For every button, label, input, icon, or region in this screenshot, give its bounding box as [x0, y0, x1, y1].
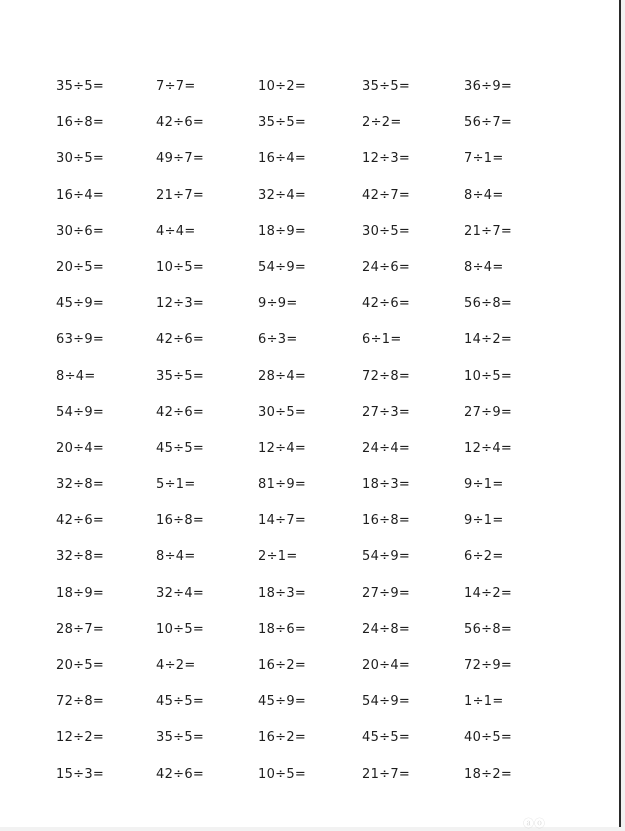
- problem-cell: 12÷3=: [156, 296, 205, 312]
- problem-cell: 9÷1=: [464, 477, 504, 493]
- problem-cell: 56÷8=: [464, 296, 513, 312]
- problem-cell: 6÷2=: [464, 549, 504, 565]
- problem-row-11: [56, 435, 576, 471]
- problem-cell: 24÷4=: [362, 440, 411, 456]
- problem-cell: 20÷4=: [56, 440, 105, 456]
- problem-cell: 14÷7=: [258, 513, 307, 529]
- problem-cell: 54÷9=: [362, 694, 411, 710]
- problem-cell: 4÷2=: [156, 658, 196, 673]
- problem-row-20: [56, 761, 576, 797]
- problem-cell: 27÷9=: [464, 404, 513, 420]
- problem-cell: 16÷2=: [258, 658, 307, 673]
- problem-cell: 10÷5=: [464, 368, 513, 384]
- problem-cell: 12÷4=: [464, 440, 513, 456]
- problem-cell: 42÷7=: [362, 187, 411, 203]
- problem-cell: 35÷5=: [156, 730, 205, 746]
- problem-cell: 24÷8=: [362, 621, 411, 637]
- problem-row-19: [56, 724, 576, 760]
- problem-row-2: [56, 109, 576, 145]
- problem-cell: 42÷6=: [362, 296, 411, 312]
- problem-cell: 10÷2=: [258, 79, 307, 94]
- problem-cell: 5÷1=: [156, 477, 196, 493]
- problem-cell: 35÷5=: [56, 79, 105, 94]
- problem-cell: 8÷4=: [464, 259, 504, 275]
- problem-row-4: [56, 182, 576, 218]
- problem-cell: 30÷5=: [362, 223, 411, 239]
- problem-cell: 36÷9=: [464, 79, 513, 94]
- problem-cell: 28÷7=: [56, 621, 105, 637]
- problem-cell: 45÷9=: [258, 694, 307, 710]
- problem-cell: 18÷6=: [258, 621, 307, 637]
- problem-cell: 27÷9=: [362, 585, 411, 601]
- problem-cell: 9÷9=: [258, 296, 298, 312]
- problem-cell: 42÷6=: [156, 332, 205, 348]
- problem-row-17: [56, 652, 576, 688]
- problem-row-16: [56, 616, 576, 652]
- problem-cell: 18÷3=: [362, 477, 411, 493]
- problem-cell: 18÷3=: [258, 585, 307, 601]
- problem-cell: 32÷4=: [258, 187, 307, 203]
- problem-cell: 10÷5=: [258, 766, 307, 782]
- problem-cell: 6÷1=: [362, 332, 402, 348]
- problem-cell: 21÷7=: [362, 766, 411, 782]
- problem-row-7: [56, 290, 576, 326]
- problem-cell: 21÷7=: [156, 187, 205, 203]
- problem-cell: 12÷2=: [56, 730, 105, 746]
- problem-cell: 14÷2=: [464, 332, 513, 348]
- problem-cell: 16÷8=: [56, 115, 105, 131]
- problem-row-18: [56, 688, 576, 724]
- problem-cell: 32÷4=: [156, 585, 205, 601]
- problem-cell: 56÷8=: [464, 621, 513, 637]
- problem-row-13: [56, 507, 576, 543]
- problem-cell: 40÷5=: [464, 730, 513, 746]
- problem-cell: 18÷2=: [464, 766, 513, 782]
- problem-cell: 35÷5=: [258, 115, 307, 131]
- problem-cell: 35÷5=: [156, 368, 205, 384]
- problem-cell: 2÷1=: [258, 549, 298, 565]
- problem-cell: 42÷6=: [156, 115, 205, 131]
- problem-cell: 30÷6=: [56, 223, 105, 239]
- problem-row-9: [56, 363, 576, 399]
- problem-cell: 42÷6=: [56, 513, 105, 529]
- problem-cell: 1÷1=: [464, 694, 504, 710]
- problem-cell: 72÷8=: [56, 694, 105, 710]
- problem-cell: 42÷6=: [156, 766, 205, 782]
- problem-cell: 45÷5=: [156, 440, 205, 456]
- problem-cell: 72÷8=: [362, 368, 411, 384]
- problem-cell: 18÷9=: [258, 223, 307, 239]
- problem-row-3: [56, 145, 576, 181]
- problem-cell: 7÷7=: [156, 79, 196, 94]
- problem-cell: 32÷8=: [56, 477, 105, 493]
- watermark: ⓐⓞ: [523, 817, 545, 830]
- problem-cell: 81÷9=: [258, 477, 307, 493]
- problem-cell: 28÷4=: [258, 368, 307, 384]
- division-problem-grid: [56, 73, 576, 797]
- problem-cell: 42÷6=: [156, 404, 205, 420]
- problem-cell: 56÷7=: [464, 115, 513, 131]
- problem-cell: 54÷9=: [362, 549, 411, 565]
- problem-cell: 8÷4=: [464, 187, 504, 203]
- problem-cell: 35÷5=: [362, 79, 411, 94]
- problem-cell: 30÷5=: [258, 404, 307, 420]
- problem-row-10: [56, 399, 576, 435]
- problem-cell: 63÷9=: [56, 332, 105, 348]
- problem-cell: 20÷5=: [56, 658, 105, 673]
- problem-cell: 54÷9=: [56, 404, 105, 420]
- problem-cell: 16÷2=: [258, 730, 307, 746]
- problem-cell: 45÷5=: [156, 694, 205, 710]
- problem-cell: 16÷4=: [56, 187, 105, 203]
- problem-cell: 72÷9=: [464, 658, 513, 673]
- problem-cell: 8÷4=: [56, 368, 96, 384]
- problem-cell: 45÷9=: [56, 296, 105, 312]
- problem-row-5: [56, 218, 576, 254]
- problem-row-1: [56, 73, 576, 109]
- problem-cell: 16÷8=: [362, 513, 411, 529]
- problem-cell: 16÷8=: [156, 513, 205, 529]
- problem-cell: 14÷2=: [464, 585, 513, 601]
- problem-cell: 45÷5=: [362, 730, 411, 746]
- problem-cell: 24÷6=: [362, 259, 411, 275]
- problem-cell: 4÷4=: [156, 223, 196, 239]
- problem-cell: 7÷1=: [464, 151, 504, 167]
- problem-cell: 49÷7=: [156, 151, 205, 167]
- problem-cell: 2÷2=: [362, 115, 402, 131]
- problem-cell: 20÷5=: [56, 259, 105, 275]
- problem-cell: 20÷4=: [362, 658, 411, 673]
- problem-row-15: [56, 580, 576, 616]
- problem-cell: 8÷4=: [156, 549, 196, 565]
- problem-row-8: [56, 326, 576, 362]
- problem-cell: 10÷5=: [156, 259, 205, 275]
- problem-cell: 32÷8=: [56, 549, 105, 565]
- problem-cell: 15÷3=: [56, 766, 105, 782]
- problem-cell: 6÷3=: [258, 332, 298, 348]
- problem-cell: 30÷5=: [56, 151, 105, 167]
- problem-cell: 12÷3=: [362, 151, 411, 167]
- problem-row-6: [56, 254, 576, 290]
- problem-cell: 21÷7=: [464, 223, 513, 239]
- problem-row-12: [56, 471, 576, 507]
- problem-cell: 27÷3=: [362, 404, 411, 420]
- problem-cell: 54÷9=: [258, 259, 307, 275]
- problem-cell: 9÷1=: [464, 513, 504, 529]
- problem-cell: 12÷4=: [258, 440, 307, 456]
- problem-row-14: [56, 543, 576, 579]
- problem-cell: 18÷9=: [56, 585, 105, 601]
- problem-cell: 10÷5=: [156, 621, 205, 637]
- problem-cell: 16÷4=: [258, 151, 307, 167]
